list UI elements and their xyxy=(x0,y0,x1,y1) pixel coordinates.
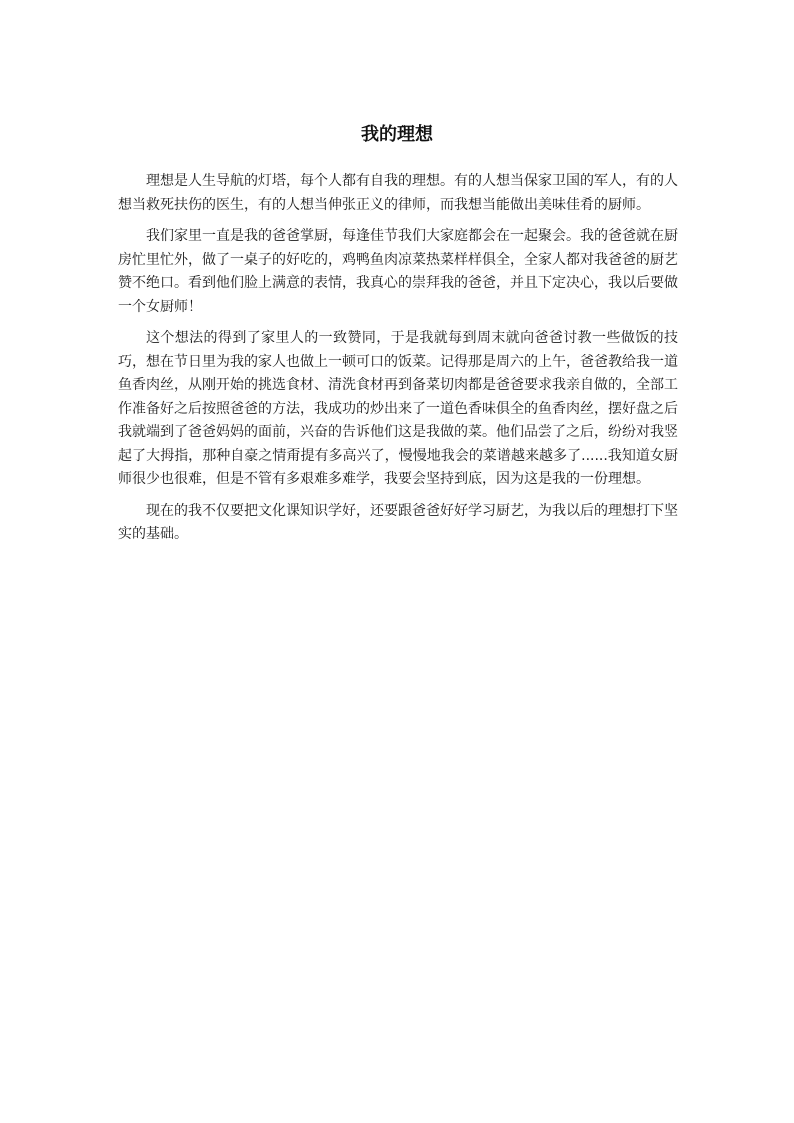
paragraph-2: 我们家里一直是我的爸爸掌厨，每逢佳节我们大家庭都会在一起聚会。我的爸爸就在厨房忙里忙外，做了一桌子的好吃的，鸡鸭鱼肉凉菜热菜样样俱全，全家人都对我爸爸的厨艺赞不绝口。看到他们脸上满意的表情，我真心的崇拜我的爸爸，并且下定决心，我以后要做一个女厨师！ xyxy=(118,228,678,315)
paragraph-3: 这个想法的得到了家里人的一致赞同，于是我就每到周末就向爸爸讨教一些做饭的技巧，想在节日里为我的家人也做上一顿可口的饭菜。记得那是周六的上午，爸爸教给我一道鱼香肉丝，从刚开始的挑选食材、清洗食材再到备菜切肉都是爸爸要求我亲自做的，全部工作准备好之后按照爸爸的方法，我成功的炒出来了一道色香味俱全的鱼香肉丝，摆好盘之后我就端到了爸爸妈妈的面前，兴奋的告诉他们这是我做的菜。他们品尝了之后，纷纷对我竖起了大拇指，那种自豪之情甭提有多高兴了，慢慢地我会的菜谱越来越多了......我知道女厨师很少也很难，但是不管有多艰难多难学，我要会坚持到底，因为这是我的一份理想。 xyxy=(118,330,678,487)
paragraph-1: 理想是人生导航的灯塔，每个人都有自我的理想。有的人想当保家卫国的军人，有的人想当救死扶伤的医生，有的人想当伸张正义的律师，而我想当能做出美味佳肴的厨师。 xyxy=(118,173,678,213)
paragraph-4: 现在的我不仅要把文化课知识学好，还要跟爸爸好好学习厨艺，为我以后的理想打下坚实的基础。 xyxy=(118,502,678,542)
document-body xyxy=(118,170,678,555)
document-title: 我的理想 xyxy=(361,124,433,145)
